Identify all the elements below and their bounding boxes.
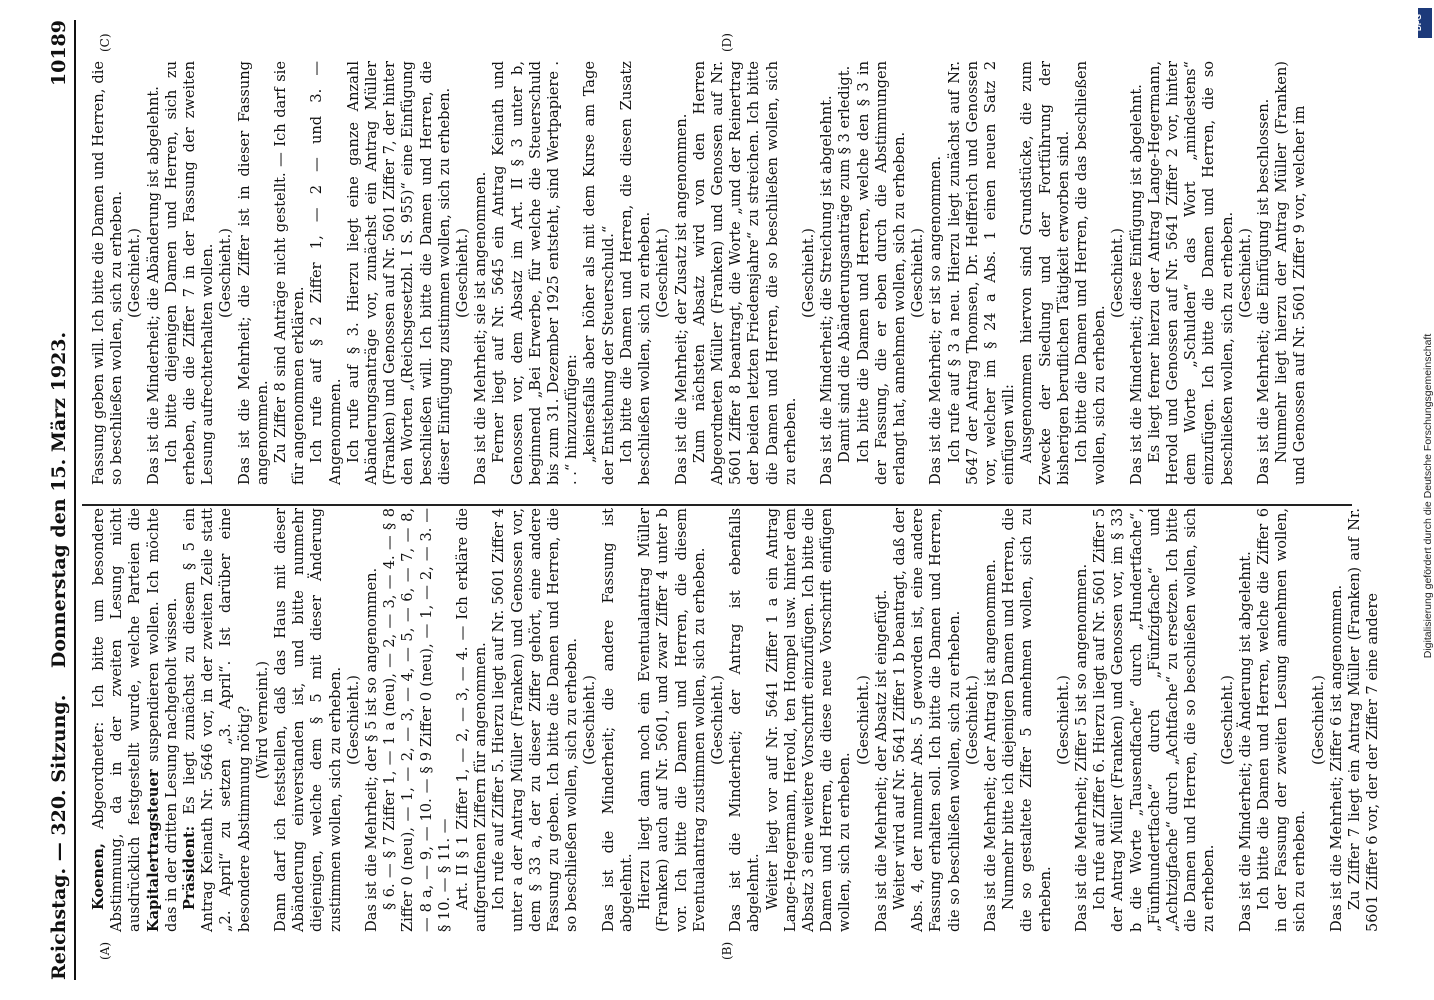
page-header: [40, 20, 76, 980]
header-date: Donnerstag den 15. März 1923.: [48, 331, 70, 669]
paragraph: Das ist die Mehrheit; der Zusatz ist angenommen.: [672, 113, 690, 485]
paragraph: Das ist die Minderheit; die Abänderung ist abgelehnt.: [144, 86, 162, 485]
paragraph: Koenen, Abgeordneter: Ich bitte um besondere Abstimmung, da in der zweiten Lesung nicht ausdrücklich festgestellt wurde, welche Parteien die Kapitalertragsteuer suspendieren wollen. Ich möchte das in der dritten Lesung nachgeholt wissen.: [90, 508, 180, 932]
paragraph: Ich rufe auf § 3. Hierzu liegt eine ganze Anzahl Abänderungsanträge vor, zunächst ein Antrag Müller (Franken) und Genossen auf Nr. 5601 Ziffer 7, der hinter den Worten „(Reichsgesetzbl. I S. 955)“ eine Einfügung beschließen will. Ich bitte die Damen und Herren, die dieser Einfügung zustimmen wollen, sich zu erheben.: [344, 61, 453, 485]
paragraph: Ich rufe auf § 2 Ziffer 1, — 2 — und 3. — Angenommen.: [308, 61, 344, 485]
paragraph: Ausgenommen hiervon sind Grundstücke, die zum Zwecke der Siedlung und der Fortführung der bisherigen beruflichen Tätigkeit erworben sind.: [1018, 61, 1072, 485]
paragraph: Weiter wird auf Nr. 5641 Ziffer 1 b beantragt, daß der Abs. 4, der nunmehr Abs. 5 geworden ist, eine andere Fassung erhalten soll. Ich bitte die Damen und Herren, die so beschließen wollen, sich zu erheben.: [890, 508, 963, 932]
paragraph: Das ist die Mehrheit; die Ziffer ist in dieser Fassung angenommen.: [235, 61, 271, 485]
left-column: [90, 508, 1382, 932]
paragraph: Art. II § 1 Ziffer 1, — 2, — 3, — 4. — Ich erkläre die aufgerufenen Ziffern für angenommen.: [454, 508, 490, 932]
paragraph: Zu Ziffer 8 sind Anträge nicht gestellt. — Ich darf sie für angenommen erklären.: [272, 61, 308, 485]
paragraph: Das ist die Mehrheit; der § 5 ist so angenommen.: [363, 567, 381, 932]
paragraph: Das ist die Minderheit; der Antrag ist ebenfalls abgelehnt.: [727, 508, 763, 932]
paragraph: Das ist die Mehrheit; sie ist angenommen.: [472, 171, 490, 485]
paragraph: Ich rufe auf § 3 a neu. Hierzu liegt zunächst auf Nr. 5647 der Antrag Thomsen, Dr. Helfferich und Genossen vor, welcher im § 24 a Abs. 1 einen neuen Satz 2 einfügen will:: [945, 61, 1018, 485]
paragraph: Ferner liegt auf Nr. 5645 ein Antrag Keinath und Genossen vor, dem Absatz im Art. II § 3 unter b, beginnend „Bei Erwerbe, für welche die Steuerschuld bis zum 31. Dezember 1925 entsteht, sind Wertpapiere . . .“ hinzuzufügen:: [490, 61, 581, 485]
paragraph: (Geschieht.): [854, 675, 872, 765]
paragraph: (Geschieht.): [454, 228, 472, 318]
dfg-logo-text: DFG: [1413, 14, 1423, 31]
paragraph: (Geschieht.): [1109, 228, 1127, 318]
paragraph: Das ist die Mehrheit; der Absatz ist eingefügt.: [872, 589, 890, 932]
paragraph: Ich bitte diejenigen Damen und Herren, sich zu erheben, die die Ziffer 7 in der Fassung der zweiten Lesung aufrechterhalten wollen.: [162, 61, 217, 485]
paragraph: (Geschieht.): [1218, 675, 1236, 765]
paragraph: Nunmehr liegt hierzu der Antrag Müller (Franken) und Genossen auf Nr. 5601 Ziffer 9 vor, welcher im: [1273, 61, 1309, 485]
paragraph: Das ist die Mehrheit; die Einfügung ist beschlossen.: [1255, 98, 1272, 485]
right-column: [90, 61, 1310, 485]
margin-marker-d: (D): [720, 33, 734, 52]
margin-marker-c: (C): [98, 33, 112, 52]
margin-marker-a: (A): [98, 941, 112, 960]
paragraph: „keinesfalls aber höher als mit dem Kurse am Tage der Entstehung der Steuerschuld.“: [581, 61, 617, 485]
paragraph: Fassung geben will. Ich bitte die Damen und Herren, die so beschließen wollen, sich zu erheben.: [90, 61, 126, 485]
paragraph: (Geschieht.): [581, 675, 599, 765]
page-number: 10189: [48, 20, 70, 87]
paragraph: (Geschieht.): [1054, 675, 1072, 765]
paragraph: Das ist die Minderheit; die Änderung ist abgelehnt.: [1236, 551, 1254, 932]
paragraph: (Geschieht.): [217, 228, 235, 318]
paragraph: Ich bitte die Damen und Herren, die das beschließen wollen, sich zu erheben.: [1072, 61, 1109, 485]
paragraph: Das ist die Mehrheit; der Antrag ist angenommen.: [981, 559, 999, 932]
paragraph: Das ist die Minderheit; die andere Fassung ist abgelehnt.: [599, 508, 635, 932]
paragraph: Zum nächsten Absatz wird von den Herren Abgeordneten Müller (Franken) und Genossen auf Nr. 5601 Ziffer 8 beantragt, die Worte „und der Reinertrag der beiden letzten Friedensjahre“ zu streichen. Ich bitte die Damen und Herren, die so beschließen wollen, sich zu erheben.: [690, 61, 799, 485]
paragraph: Nunmehr bitte ich diejenigen Damen und Herren, die die so gestaltete Ziffer 5 annehmen wollen, sich zu erheben.: [1000, 508, 1054, 932]
header-session: Reichstag. — 320. Sitzung.: [48, 694, 70, 980]
paragraph: Ich bitte die Damen und Herren, die diesen Zusatz beschließen wollen, sich zu erheben.: [617, 61, 654, 485]
paragraph: Das ist die Minderheit; diese Einfügung ist abgelehnt.: [1127, 84, 1145, 485]
paragraph: Das ist die Mehrheit; Ziffer 5 ist so angenommen.: [1072, 563, 1090, 932]
paragraph: Damit sind die Abänderungsanträge zum § 3 erledigt.: [836, 65, 854, 463]
paragraph: (Geschieht.): [344, 675, 362, 765]
paragraph: Hierzu liegt dann noch ein Eventualantrag Müller (Franken) auch auf Nr. 5601, und zwar Ziffer 4 unter b vor. Ich bitte die Damen und Herren, die diesem Eventualantrag zustimmen wollen, sich zu erheben.: [636, 508, 708, 932]
paragraph: Weiter liegt vor auf Nr. 5641 Ziffer 1 a ein Antrag Lange-Hegermann, Herold, ten Hompel usw. hinter dem Absatz 3 eine weitere Vorschrift einzufügen. Ich bitte die Damen und Herren, die diese neue Vorschrift einfügen wollen, sich zu erheben.: [763, 508, 854, 932]
column-divider: [82, 504, 1352, 506]
paragraph: (Geschieht.): [654, 228, 672, 318]
paragraph: Das ist die Minderheit; die Streichung ist abgelehnt.: [818, 95, 836, 485]
paragraph: (Geschieht.): [963, 675, 981, 765]
paragraph: Das ist die Mehrheit; er ist so angenommen.: [927, 156, 945, 485]
paragraph: (Wird verneint.): [253, 660, 271, 780]
paragraph: (Geschieht.): [708, 675, 726, 765]
paragraph: (Geschieht.): [799, 228, 817, 318]
credit-text: Digitalisierung gefördert durch die Deutsche Forschungsgemeinschaft: [1422, 333, 1434, 659]
paragraph: (Geschieht.): [1309, 675, 1327, 765]
paragraph: Zu Ziffer 7 liegt ein Antrag Müller (Franken) auf Nr. 5601 Ziffer 6 vor, der der Ziffer 7 eine andere: [1346, 508, 1382, 932]
paragraph: (Geschieht.): [1236, 228, 1254, 318]
paragraph: Das ist die Mehrheit; Ziffer 6 ist angenommen.: [1327, 584, 1345, 932]
paragraph: Dann darf ich feststellen, daß das Haus mit dieser Abänderung einverstanden ist, und bitte nunmehr diejenigen, welche dem § 5 mit dieser Änderung zustimmen wollen, sich zu erheben.: [272, 508, 344, 932]
paragraph: § 6. — § 7 Ziffer 1, — 1 a (neu), — 2, — 3, — 4. — § 8 Ziffer 0 (neu), — 1, — 2, — 3, — 4, — 5, — 6, — 7, — 8, — 8 a, — 9, — 10. — § 9 Ziffer 0 (neu), — 1, — 2, — 3. — § 10. — § 11. —: [381, 508, 453, 932]
paragraph: Ich bitte die Damen und Herren, welche den § 3 in der Fassung, die er eben durch die Abstimmungen erlangt hat, annehmen wollen, sich zu erheben.: [854, 61, 908, 485]
margin-marker-b: (B): [720, 941, 734, 960]
paragraph: Präsident: Es liegt zunächst zu diesem § 5 ein Antrag Keinath Nr. 5646 vor, in der zweiten Zeile statt „2. April“ zu setzen „3. April“. Ist darüber eine besondere Abstimmung nötig?: [181, 508, 253, 932]
paragraph: (Geschieht.): [909, 228, 927, 318]
paragraph: (Geschieht.): [126, 228, 144, 318]
paragraph: Es liegt ferner hierzu der Antrag Lange-Hegermann, Herold und Genossen auf Nr. 5641 Ziffer 2 vor, hinter dem Worte „Schulden“ das Wort „mindestens“ einzufügen. Ich bitte die Damen und Herren, die so beschließen wollen, sich zu erheben.: [1145, 61, 1236, 485]
paragraph: Ich rufe auf Ziffer 6. Hierzu liegt auf Nr. 5601 Ziffer 5 der Antrag Müller (Franken) und Genossen vor, im § 33 b die Worte „Tausendfache“ durch „Hundertfache“, „Fünfhundertfache“ durch „Fünfzigfache“ und „Achtzigfache“ durch „Achtfache“ zu ersetzen. Ich bitte die Damen und Herren, die so beschließen wollen, sich zu erheben.: [1091, 508, 1218, 932]
paragraph: Ich rufe auf Ziffer 5. Hierzu liegt auf Nr. 5601 Ziffer 4 unter a der Antrag Müller (Franken) und Genossen vor, dem § 33 a, der zu dieser Ziffer gehört, eine andere Fassung zu geben. Ich bitte die Damen und Herren, die so beschließen wollen, sich zu erheben.: [490, 508, 581, 932]
digitization-credit: [1418, 30, 1432, 970]
paragraph: Ich bitte die Damen und Herren, welche die Ziffer 6 in der Fassung der zweiten Lesung annehmen wollen, sich zu erheben.: [1255, 508, 1309, 932]
